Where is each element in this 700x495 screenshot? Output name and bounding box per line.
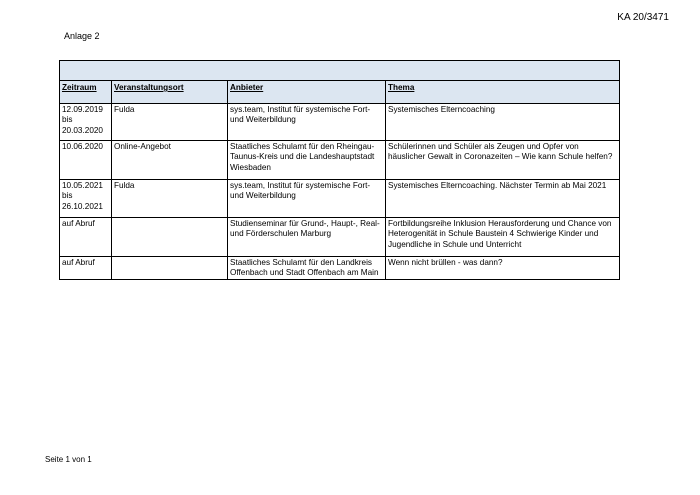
header-zeitraum: Zeitraum [60,81,112,104]
cell-ort [112,180,228,218]
cell-text: Systemisches Elterncoaching. Nächster Termin ab Mai 2021 [388,181,607,190]
cell-text: 10.06.2020 [62,142,103,151]
header-veranstaltungsort: Veranstaltungsort [112,81,228,104]
cell-text: Systemisches Elterncoaching [388,105,495,114]
cell-thema [386,180,620,218]
cell-text: Online-Angebot [114,142,171,151]
table-band [60,61,620,81]
cell-text: Staatliches Schulamt für den Landkreis Offenbach und Stadt Offenbach am Main [230,258,379,278]
cell-text: auf Abruf [62,219,95,228]
cell-text: Wenn nicht brüllen - was dann? [388,258,503,267]
cell-text: 10.05.2021 bis 26.10.2021 [62,181,103,211]
cell-zeitraum [60,180,112,218]
cell-ort [112,141,228,180]
header-thema: Thema [386,81,620,104]
event-table [59,60,620,280]
cell-zeitraum [60,141,112,180]
cell-ort [112,218,228,257]
cell-thema [386,104,620,141]
cell-text: Fulda [114,105,135,114]
cell-anbieter [228,141,386,180]
cell-ort [112,257,228,280]
cell-text: Staatliches Schulamt für den Rheingau- Taunus-Kreis und die Landeshauptstadt Wiesbaden [230,142,375,172]
cell-thema [386,218,620,257]
cell-zeitraum [60,257,112,280]
cell-text: Fortbildungsreihe Inklusion Herausforderung und Chance von Heterogenität in Schule Baustein 4 Schwierige Kinder und Jugendliche in Schule und Unterricht [388,219,612,249]
cell-thema [386,141,620,180]
cell-text: Fulda [114,181,135,190]
document-number: KA 20/3471 [617,12,669,23]
table-row [60,141,620,180]
table-row [60,218,620,257]
table-band-cell [60,61,620,81]
cell-text: sys.team, Institut für systemische Fort- und Weiterbildung [230,181,371,201]
cell-text: auf Abruf [62,258,95,267]
header-anbieter: Anbieter [228,81,386,104]
table-header-row [60,81,620,104]
cell-anbieter [228,218,386,257]
page-number: Seite 1 von 1 [45,455,92,464]
cell-anbieter [228,180,386,218]
cell-text: sys.team, Institut für systemische Fort- und Weiterbildung [230,105,371,125]
cell-ort [112,104,228,141]
cell-text: Schülerinnen und Schüler als Zeugen und Opfer von häuslicher Gewalt in Coronazeiten – Wie kann Schule helfen? [388,142,613,162]
cell-zeitraum [60,104,112,141]
cell-anbieter [228,104,386,141]
cell-text: Studienseminar für Grund-, Haupt-, Real- und Förderschulen Marburg [230,219,380,239]
table-row [60,104,620,141]
table-row [60,257,620,280]
cell-zeitraum [60,218,112,257]
annex-label: Anlage 2 [64,31,100,41]
cell-anbieter [228,257,386,280]
cell-text: 12.09.2019 bis 20.03.2020 [62,105,103,135]
table-row [60,180,620,218]
cell-thema [386,257,620,280]
